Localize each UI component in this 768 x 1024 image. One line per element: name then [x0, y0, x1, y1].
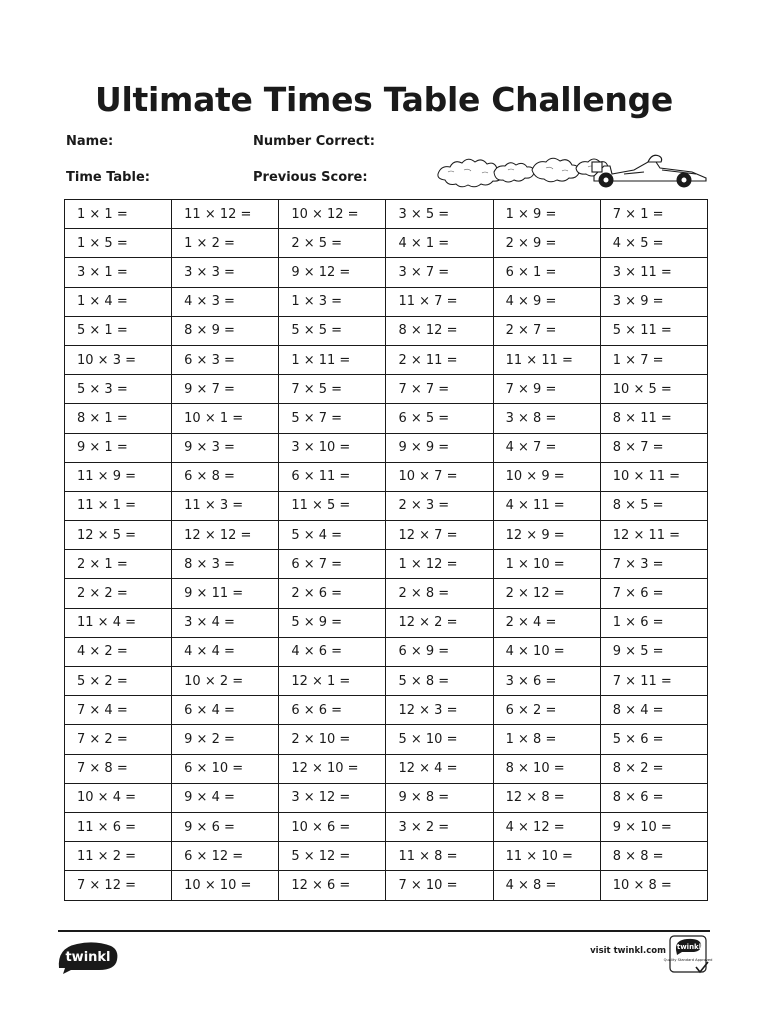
- question-cell: 5 × 3 =: [65, 375, 172, 404]
- question-cell: 5 × 11 =: [600, 316, 707, 345]
- badge-subtitle: Quality Standard Approved: [663, 958, 713, 962]
- question-cell: 11 × 4 =: [65, 608, 172, 637]
- grid-row: [65, 200, 708, 229]
- grid-row: [65, 667, 708, 696]
- grid-row: [65, 287, 708, 316]
- question-cell: 6 × 10 =: [172, 754, 279, 783]
- question-cell: 4 × 11 =: [493, 491, 600, 520]
- question-cell: 8 × 1 =: [65, 404, 172, 433]
- question-cell: 3 × 1 =: [65, 258, 172, 287]
- question-cell: 12 × 9 =: [493, 521, 600, 550]
- question-cell: 4 × 4 =: [172, 637, 279, 666]
- question-cell: 2 × 8 =: [386, 579, 493, 608]
- question-cell: 1 × 1 =: [65, 200, 172, 229]
- question-cell: 1 × 12 =: [386, 550, 493, 579]
- question-cell: 2 × 2 =: [65, 579, 172, 608]
- grid-row: [65, 521, 708, 550]
- question-cell: 11 × 3 =: [172, 491, 279, 520]
- question-cell: 4 × 3 =: [172, 287, 279, 316]
- question-cell: 5 × 6 =: [600, 725, 707, 754]
- question-cell: 10 × 8 =: [600, 871, 707, 900]
- question-cell: 3 × 3 =: [172, 258, 279, 287]
- question-cell: 11 × 8 =: [386, 842, 493, 871]
- number-correct-label: Number Correct:: [253, 134, 375, 149]
- question-cell: 11 × 1 =: [65, 491, 172, 520]
- question-cell: 12 × 4 =: [386, 754, 493, 783]
- visit-link[interactable]: visit twinkl.com: [590, 946, 666, 956]
- question-cell: 10 × 4 =: [65, 783, 172, 812]
- question-cell: 5 × 5 =: [279, 316, 386, 345]
- question-cell: 12 × 10 =: [279, 754, 386, 783]
- question-cell: 2 × 10 =: [279, 725, 386, 754]
- name-label: Name:: [66, 134, 114, 149]
- question-cell: 8 × 10 =: [493, 754, 600, 783]
- question-cell: 3 × 6 =: [493, 667, 600, 696]
- question-cell: 3 × 9 =: [600, 287, 707, 316]
- question-cell: 9 × 5 =: [600, 637, 707, 666]
- question-cell: 2 × 11 =: [386, 345, 493, 374]
- grid-row: [65, 375, 708, 404]
- grid-row: [65, 608, 708, 637]
- question-cell: 10 × 3 =: [65, 345, 172, 374]
- question-cell: 5 × 10 =: [386, 725, 493, 754]
- question-cell: 7 × 7 =: [386, 375, 493, 404]
- question-cell: 7 × 2 =: [65, 725, 172, 754]
- question-cell: 12 × 3 =: [386, 696, 493, 725]
- question-cell: 2 × 6 =: [279, 579, 386, 608]
- question-cell: 4 × 6 =: [279, 637, 386, 666]
- question-cell: 7 × 4 =: [65, 696, 172, 725]
- question-cell: 7 × 9 =: [493, 375, 600, 404]
- question-cell: 10 × 5 =: [600, 375, 707, 404]
- question-cell: 4 × 1 =: [386, 229, 493, 258]
- question-cell: 9 × 3 =: [172, 433, 279, 462]
- question-cell: 4 × 2 =: [65, 637, 172, 666]
- grid-row: [65, 491, 708, 520]
- question-cell: 1 × 6 =: [600, 608, 707, 637]
- question-cell: 2 × 9 =: [493, 229, 600, 258]
- question-cell: 7 × 6 =: [600, 579, 707, 608]
- question-cell: 7 × 10 =: [386, 871, 493, 900]
- question-cell: 10 × 10 =: [172, 871, 279, 900]
- grid-row: [65, 579, 708, 608]
- question-cell: 6 × 1 =: [493, 258, 600, 287]
- page-title: Ultimate Times Table Challenge: [94, 80, 674, 119]
- question-cell: 12 × 1 =: [279, 667, 386, 696]
- grid-row: [65, 462, 708, 491]
- question-cell: 1 × 10 =: [493, 550, 600, 579]
- question-cell: 3 × 12 =: [279, 783, 386, 812]
- question-cell: 9 × 7 =: [172, 375, 279, 404]
- question-cell: 3 × 10 =: [279, 433, 386, 462]
- question-cell: 8 × 11 =: [600, 404, 707, 433]
- question-cell: 8 × 2 =: [600, 754, 707, 783]
- question-cell: 1 × 3 =: [279, 287, 386, 316]
- question-cell: 9 × 2 =: [172, 725, 279, 754]
- question-cell: 9 × 6 =: [172, 812, 279, 841]
- question-cell: 5 × 1 =: [65, 316, 172, 345]
- question-cell: 4 × 9 =: [493, 287, 600, 316]
- question-cell: 11 × 9 =: [65, 462, 172, 491]
- grid-row: [65, 783, 708, 812]
- question-cell: 8 × 3 =: [172, 550, 279, 579]
- question-cell: 10 × 6 =: [279, 812, 386, 841]
- question-cell: 2 × 7 =: [493, 316, 600, 345]
- question-cell: 12 × 2 =: [386, 608, 493, 637]
- grid-row: [65, 433, 708, 462]
- quality-badge-icon: [663, 934, 713, 976]
- question-cell: 5 × 12 =: [279, 842, 386, 871]
- question-cell: 10 × 7 =: [386, 462, 493, 491]
- question-cell: 9 × 10 =: [600, 812, 707, 841]
- times-table-grid: [64, 199, 708, 901]
- question-cell: 3 × 2 =: [386, 812, 493, 841]
- footer-divider: [58, 930, 710, 932]
- grid-row: [65, 637, 708, 666]
- question-cell: 6 × 12 =: [172, 842, 279, 871]
- question-cell: 10 × 1 =: [172, 404, 279, 433]
- badge-title: twinkl: [676, 943, 702, 951]
- question-cell: 7 × 1 =: [600, 200, 707, 229]
- question-cell: 7 × 12 =: [65, 871, 172, 900]
- question-cell: 1 × 2 =: [172, 229, 279, 258]
- question-cell: 2 × 12 =: [493, 579, 600, 608]
- question-cell: 11 × 5 =: [279, 491, 386, 520]
- question-cell: 4 × 7 =: [493, 433, 600, 462]
- question-cell: 10 × 11 =: [600, 462, 707, 491]
- question-cell: 1 × 9 =: [493, 200, 600, 229]
- question-cell: 11 × 10 =: [493, 842, 600, 871]
- question-cell: 12 × 12 =: [172, 521, 279, 550]
- grid-row: [65, 404, 708, 433]
- question-cell: 12 × 7 =: [386, 521, 493, 550]
- question-cell: 8 × 5 =: [600, 491, 707, 520]
- question-cell: 3 × 11 =: [600, 258, 707, 287]
- grid-row: [65, 696, 708, 725]
- question-cell: 10 × 9 =: [493, 462, 600, 491]
- grid-row: [65, 316, 708, 345]
- question-cell: 10 × 2 =: [172, 667, 279, 696]
- question-cell: 4 × 5 =: [600, 229, 707, 258]
- question-cell: 1 × 5 =: [65, 229, 172, 258]
- question-cell: 6 × 9 =: [386, 637, 493, 666]
- previous-score-label: Previous Score:: [253, 170, 368, 185]
- question-cell: 5 × 8 =: [386, 667, 493, 696]
- question-cell: 2 × 4 =: [493, 608, 600, 637]
- question-cell: 1 × 7 =: [600, 345, 707, 374]
- grid-row: [65, 258, 708, 287]
- race-car-icon: [434, 148, 710, 190]
- question-cell: 9 × 9 =: [386, 433, 493, 462]
- question-cell: 1 × 11 =: [279, 345, 386, 374]
- question-cell: 9 × 12 =: [279, 258, 386, 287]
- question-cell: 12 × 8 =: [493, 783, 600, 812]
- question-cell: 11 × 11 =: [493, 345, 600, 374]
- question-cell: 6 × 2 =: [493, 696, 600, 725]
- grid-row: [65, 842, 708, 871]
- grid-row: [65, 812, 708, 841]
- question-cell: 9 × 4 =: [172, 783, 279, 812]
- question-cell: 6 × 4 =: [172, 696, 279, 725]
- question-cell: 1 × 4 =: [65, 287, 172, 316]
- question-cell: 5 × 7 =: [279, 404, 386, 433]
- question-cell: 6 × 3 =: [172, 345, 279, 374]
- question-cell: 11 × 7 =: [386, 287, 493, 316]
- question-cell: 2 × 1 =: [65, 550, 172, 579]
- question-cell: 6 × 8 =: [172, 462, 279, 491]
- question-cell: 10 × 12 =: [279, 200, 386, 229]
- question-cell: 3 × 8 =: [493, 404, 600, 433]
- question-cell: 5 × 2 =: [65, 667, 172, 696]
- question-cell: 7 × 3 =: [600, 550, 707, 579]
- question-cell: 9 × 1 =: [65, 433, 172, 462]
- question-cell: 3 × 4 =: [172, 608, 279, 637]
- question-cell: 12 × 5 =: [65, 521, 172, 550]
- question-cell: 11 × 6 =: [65, 812, 172, 841]
- question-cell: 6 × 6 =: [279, 696, 386, 725]
- twinkl-logo-icon: [55, 938, 121, 974]
- question-cell: 9 × 8 =: [386, 783, 493, 812]
- question-cell: 3 × 5 =: [386, 200, 493, 229]
- question-cell: 7 × 8 =: [65, 754, 172, 783]
- question-cell: 9 × 11 =: [172, 579, 279, 608]
- question-cell: 1 × 8 =: [493, 725, 600, 754]
- grid-row: [65, 871, 708, 900]
- question-cell: 7 × 5 =: [279, 375, 386, 404]
- question-cell: 6 × 11 =: [279, 462, 386, 491]
- question-cell: 6 × 5 =: [386, 404, 493, 433]
- question-cell: 4 × 8 =: [493, 871, 600, 900]
- question-cell: 8 × 7 =: [600, 433, 707, 462]
- grid-row: [65, 754, 708, 783]
- question-cell: 5 × 9 =: [279, 608, 386, 637]
- question-cell: 11 × 12 =: [172, 200, 279, 229]
- question-cell: 8 × 4 =: [600, 696, 707, 725]
- question-cell: 6 × 7 =: [279, 550, 386, 579]
- question-cell: 8 × 12 =: [386, 316, 493, 345]
- question-cell: 4 × 12 =: [493, 812, 600, 841]
- question-cell: 12 × 6 =: [279, 871, 386, 900]
- time-table-label: Time Table:: [66, 170, 150, 185]
- question-cell: 5 × 4 =: [279, 521, 386, 550]
- grid-row: [65, 229, 708, 258]
- grid-row: [65, 345, 708, 374]
- grid-row: [65, 550, 708, 579]
- question-cell: 11 × 2 =: [65, 842, 172, 871]
- question-cell: 7 × 11 =: [600, 667, 707, 696]
- question-cell: 2 × 3 =: [386, 491, 493, 520]
- logo-text: twinkl: [65, 950, 111, 965]
- question-cell: 4 × 10 =: [493, 637, 600, 666]
- question-cell: 3 × 7 =: [386, 258, 493, 287]
- question-cell: 2 × 5 =: [279, 229, 386, 258]
- question-cell: 8 × 6 =: [600, 783, 707, 812]
- question-cell: 12 × 11 =: [600, 521, 707, 550]
- grid-row: [65, 725, 708, 754]
- question-cell: 8 × 9 =: [172, 316, 279, 345]
- question-cell: 8 × 8 =: [600, 842, 707, 871]
